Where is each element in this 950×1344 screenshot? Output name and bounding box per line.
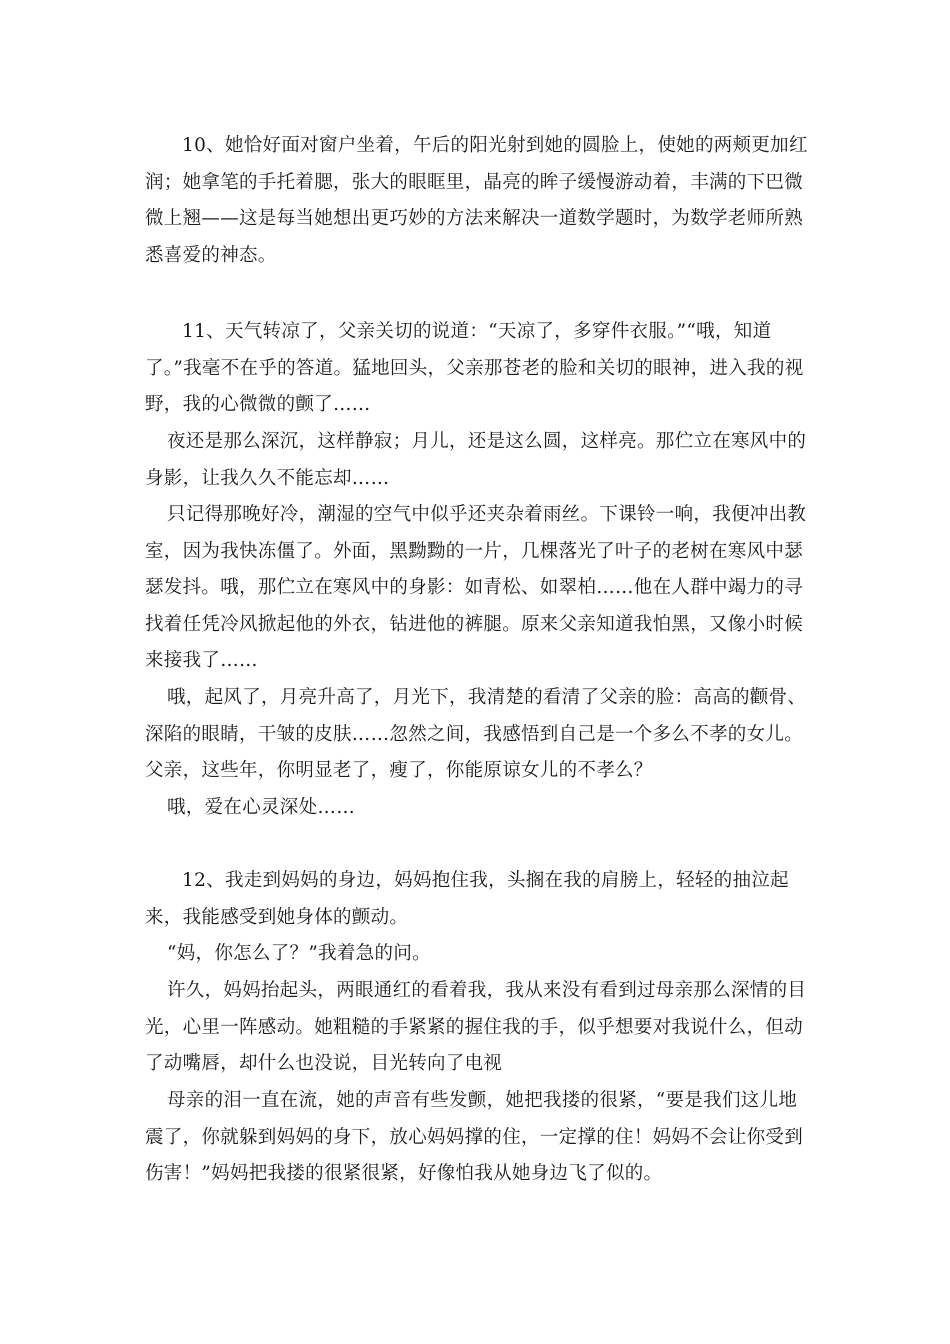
paragraph-memory: 只记得那晚好冷，潮湿的空气中似乎还夹杂着雨丝。下课铃一响，我便冲出教室，因为我快冻僵了。外面，黑黝黝的一片，几棵落光了叶子的老树在寒风中瑟瑟发抖。哦，那伫立在寒风中的身影：如青松、如翠柏……他在人群中竭力的寻找着任凭冷风掀起他的外衣，钻进他的裤腿。原来父亲知道我怕黑，又像小时候来接我了…… [145,504,807,671]
paragraph-night: 夜还是那么深沉，这样静寂；月儿，还是这么圆，这样亮。那伫立在寒风中的身影，让我久久不能忘却…… [145,431,807,489]
paragraph-11: 11、天气转凉了，父亲关切的说道：“天凉了，多穿件衣服。”“哦，知道了。”我毫不在乎的答道。猛地回头，父亲那苍老的脸和关切的眼神，进入我的视野，我的心微微的颤了…… [145,321,804,415]
paragraph-10: 10、她恰好面对窗户坐着，午后的阳光射到她的圆脸上，使她的两颊更加红润；她拿笔的手托着腮，张大的眼眶里，晶亮的眸子缓慢游动着，丰满的下巴微微上翘——这是每当她想出更巧妙的方法来解决一道数学题时，为数学老师所熟悉喜爱的神态。 [145,135,808,266]
paragraph-12: 12、我走到妈妈的身边，妈妈抱住我，头搁在我的肩膀上，轻轻的抽泣起来，我能感受到她身体的颤动。 [145,870,789,928]
paragraph-mother-look: 许久，妈妈抬起头，两眼通红的看着我，我从来没有看到过母亲那么深情的目光，心里一阵感动。她粗糙的手紧紧的握住我的手，似乎想要对我说什么，但动了动嘴唇，却什么也没说，目光转向了电视 [145,980,807,1074]
paragraph-question: “妈，你怎么了？”我着急的问。 [167,943,431,964]
paragraph-moonlight: 哦，起风了，月亮升高了，月光下，我清楚的看清了父亲的脸：高高的颧骨、深陷的眼睛，干皱的皮肤……忽然之间，我感悟到自己是一个多么不孝的女儿。父亲，这些年，你明显老了，瘦了，你能原谅女儿的不孝么？ [145,687,807,781]
paragraph-mother-tears: 母亲的泪一直在流，她的声音有些发颤，她把我搂的很紧，“要是我们这儿地震了，你就躲到妈妈的身下，放心妈妈撑的住，一定撑的住！妈妈不会让你受到伤害！”妈妈把我搂的很紧很紧，好像怕我从她身边飞了似的。 [145,1090,804,1184]
paragraph-love: 哦，爱在心灵深处…… [167,797,356,818]
